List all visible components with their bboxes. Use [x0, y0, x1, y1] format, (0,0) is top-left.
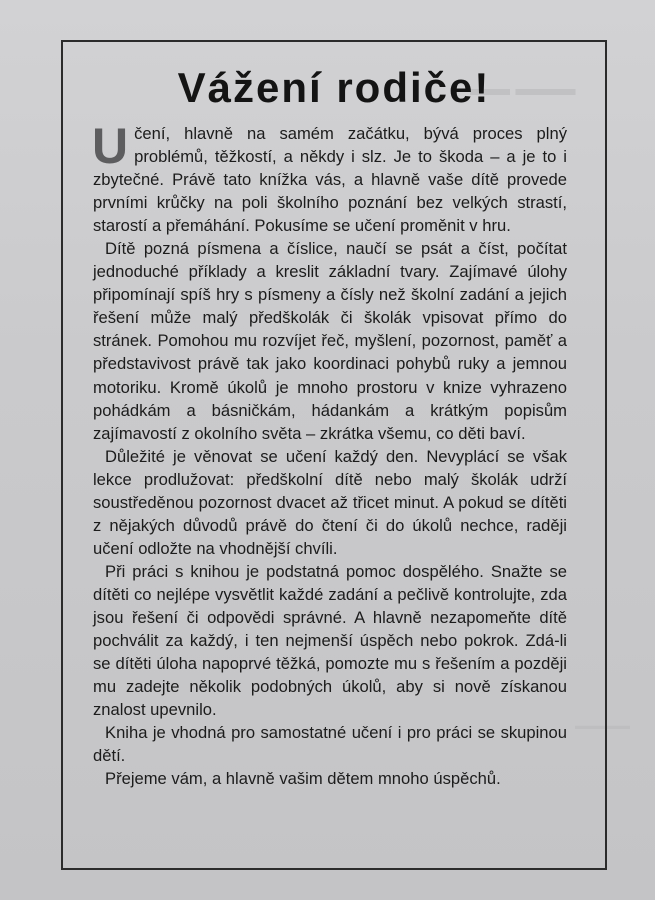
bleed-through-text: ▬▬ ▬▬▬	[470, 78, 576, 100]
paragraph: Dítě pozná písmena a číslice, naučí se psát a číst, počítat jednoduché příklady a kreslit základní tvary. Zajímavé úlohy připomínají spíš hry s písmeny a čísly než školní zadání a jejich řešení může malý předškolák či školák vpisovat přímo do stránek. Pomohou mu rozvíjet řeč, myšlení, pozornost, paměť a představivost právě tak jako koordinaci pohybů ruky a jemnou motoriku. Kromě úkolů je mnoho prostoru v knize vyhrazeno pohádkám a básničkám, hádankám a krátkým popisům zajímavostí z okolního světa – zkrátka všemu, co děti baví.	[93, 239, 567, 443]
bleed-through-text: ▬▬▬▬▬	[575, 720, 630, 732]
paragraph: Kniha je vhodná pro samostatné učení i pro práci se skupinou dětí.	[93, 723, 567, 766]
text-frame	[61, 40, 607, 870]
paragraph: Při práci s knihou je podstatná pomoc dospělého. Snažte se dítěti co nejlépe vysvětlit každé zadání a pečlivě kontrolujte, zda jsou řešení či odpovědi správné. A hlavně nezapomeňte dítě pochválit za každý, i ten nejmenší úspěch nebo pokrok. Zdá-li se dítěti úloha napoprvé těžká, pomozte mu s řešením a později mu zadejte několik podobných úkolů, aby si nově získanou znalost upevnilo.	[93, 561, 567, 720]
drop-cap: U	[92, 118, 129, 174]
body-text	[92, 118, 567, 790]
paragraph: Důležité je věnovat se učení každý den. Nevyplácí se však lekce prodlužovat: předškolní dítě nebo malý školák udrží soustředěnou pozornost dvacet až třicet minut. A pokud se dítěti z nějakých důvodů právě do čtení či do úkolů nechce, raději učení odložte na vhodnější chvíli.	[93, 446, 567, 558]
page-title: Vážení rodiče!	[177, 64, 491, 111]
paragraph: Přejeme vám, a hlavně vašim dětem mnoho úspěchů.	[105, 769, 501, 789]
paragraph: Učení, hlavně na samém začátku, bývá proces plný problémů, těžkostí, a někdy i slz. Je to škoda – a je to i zbytečné. Právě tato knížka vás, a hlavně vaše dítě provede prvními krůčky na poli školního poznání bez velkých strastí, starostí a přemáhání. Pokusíme se učení proměnit v hru.	[92, 118, 567, 236]
